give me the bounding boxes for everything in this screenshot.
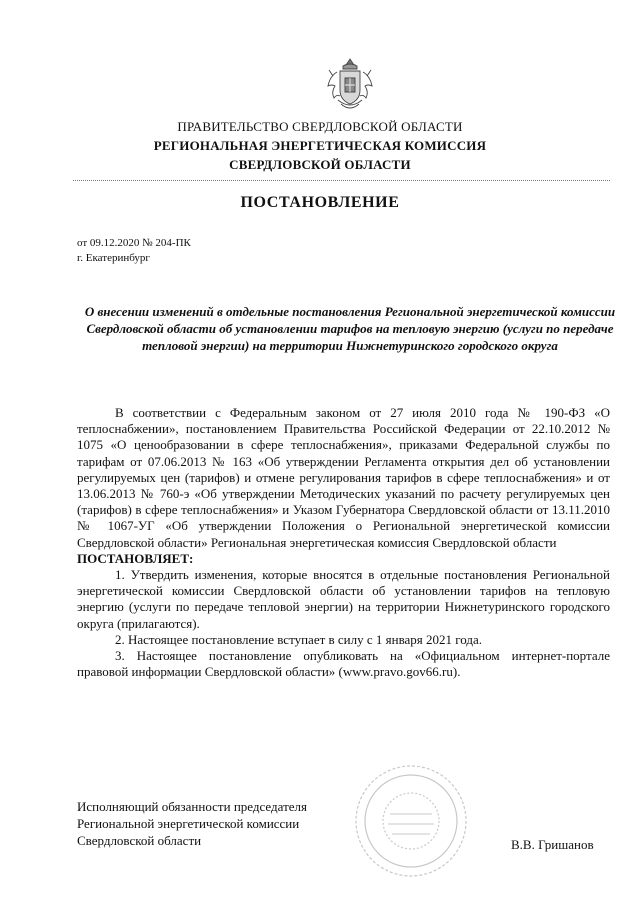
document-body — [77, 405, 610, 680]
resolution-item: 1. Утвердить изменения, которые вносятся в отдельные постановления Региональной энергетической комиссии Свердловской области об установлении тарифов на тепловую энергию (услуги по передаче тепловой энергии) на территории Нижнетуринского городского округа (прилагаются). — [77, 567, 610, 631]
signatory-name: В.В. Гришанов — [511, 837, 594, 852]
header-region: СВЕРДЛОВСКОЙ ОБЛАСТИ — [229, 157, 411, 172]
document-type: ПОСТАНОВЛЕНИЕ — [240, 194, 400, 211]
resolution-item: 2. Настоящее постановление вступает в силу с 1 января 2021 года. — [115, 631, 483, 647]
signatory-position-line: Региональной энергетической комиссии — [77, 816, 300, 831]
header-government: ПРАВИТЕЛЬСТВО СВЕРДЛОВСКОЙ ОБЛАСТИ — [177, 119, 463, 134]
signatory-position-line: Свердловской области — [77, 833, 202, 848]
header-divider — [73, 180, 610, 181]
signatory-position — [77, 798, 307, 849]
header-commission: РЕГИОНАЛЬНАЯ ЭНЕРГЕТИЧЕСКАЯ КОМИССИЯ — [153, 138, 487, 153]
resolve-heading: ПОСТАНОВЛЯЕТ: — [77, 550, 194, 566]
resolution-item: 3. Настоящее постановление опубликовать на «Официальном интернет-портале правовой информации Свердловской области» (www.pravo.gov66.ru). — [77, 648, 610, 680]
document-date-number: от 09.12.2020 № 204-ПК — [77, 237, 191, 249]
preamble-paragraph: В соответствии с Федеральным законом от 27 июля 2010 года № 190-ФЗ «О теплоснабжении», постановлением Правительства Российской Федерации от 22.10.2012 № 1075 «О ценообразовании в сфере теплоснабжения», приказами Федеральной службы по тарифам от 07.06.2013 № 163 «Об утверждении Регламента открытия дел об установлении регулируемых цен (тарифов) и отмене регулирования тарифов в сфере теплоснабжения» и от 13.06.2013 № 760-э «Об утверждении Методических указаний по расчету регулируемых цен (тарифов) в сфере теплоснабжения» и Указом Губернатора Свердловской области от 13.11.2010 № 1067-УГ «Об утверждении Положения о Региональной энергетической комиссии Свердловской области» Региональная энергетическая комиссия Свердловской области — [77, 405, 610, 550]
signatory-position-line: Исполняющий обязанности председателя — [77, 799, 307, 814]
document-title: О внесении изменений в отдельные постановления Региональной энергетической комиссии Свердловской области об установлении тарифов на тепловую энергию (услуги по передаче тепловой энергии) на территории Нижнетуринского городского округа — [84, 304, 616, 353]
coat-of-arms-icon — [323, 56, 377, 114]
official-seal-icon — [352, 762, 470, 880]
document-city: г. Екатеринбург — [77, 252, 150, 264]
